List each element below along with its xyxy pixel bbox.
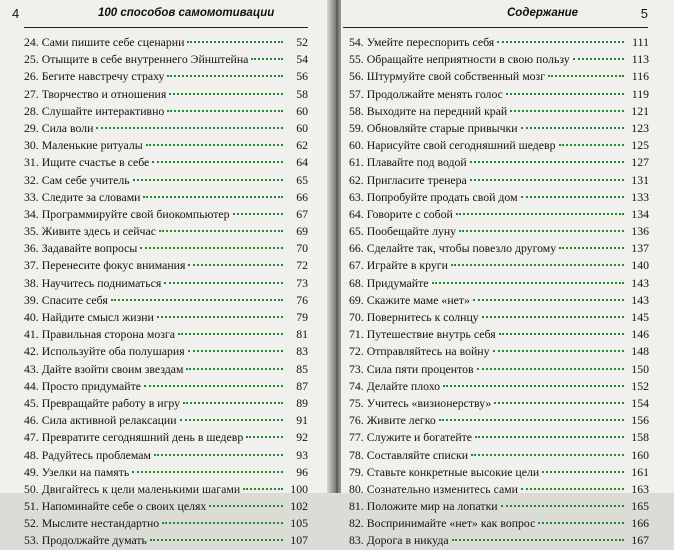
dot-leader [169, 92, 283, 95]
toc-entry-title: 81. Положите мир на лопатки [349, 499, 498, 514]
toc-entry [24, 361, 308, 378]
toc-entry-title: 66. Сделайте так, чтобы повезло другому [349, 241, 557, 256]
toc-entry [349, 429, 649, 446]
toc-entry [24, 464, 308, 481]
toc-entry [24, 498, 308, 515]
dot-leader [167, 109, 283, 112]
toc-entry [24, 326, 308, 343]
toc-entry-title: 53. Продолжайте думать [24, 533, 147, 548]
dot-leader [164, 281, 283, 284]
dot-leader [501, 504, 624, 507]
toc-entry [24, 120, 308, 137]
toc-entry [24, 395, 308, 412]
toc-entry-page: 143 [631, 292, 649, 307]
toc-entry [349, 137, 649, 154]
toc-entry-page: 69 [296, 224, 308, 239]
dot-leader [96, 126, 283, 129]
toc-entry-page: 163 [631, 481, 649, 496]
toc-entry-page: 121 [631, 103, 649, 118]
header-rule [343, 27, 648, 28]
toc-entry [349, 68, 649, 85]
toc-entry-page: 146 [631, 327, 649, 342]
dot-leader [456, 212, 624, 215]
toc-entry [24, 86, 308, 103]
toc-entry [24, 137, 308, 154]
toc-entry-page: 167 [631, 533, 649, 548]
toc-entry [349, 532, 649, 549]
toc-entry-title: 45. Превращайте работу в игру [24, 395, 181, 410]
toc-entry-page: 156 [631, 413, 649, 428]
toc-entry-page: 87 [296, 378, 308, 393]
toc-entry-page: 70 [296, 241, 308, 256]
dot-leader [521, 195, 624, 198]
toc-entry [24, 206, 308, 223]
toc-entry-title: 59. Обновляйте старые привычки [349, 120, 518, 135]
toc-entry [349, 481, 649, 498]
dot-leader [443, 384, 624, 387]
toc-entry-title: 36. Задавайте вопросы [24, 241, 138, 256]
toc-entry [349, 120, 649, 137]
dot-leader [111, 298, 283, 301]
toc-entry [24, 429, 308, 446]
toc-entry-page: 102 [290, 499, 308, 514]
dot-leader [157, 315, 283, 318]
toc-entry-title: 32. Сам себе учитель [24, 172, 130, 187]
toc-entry-title: 50. Двигайтесь к цели маленькими шагами [24, 481, 241, 496]
toc-entry-page: 72 [296, 258, 308, 273]
dot-leader [475, 435, 624, 438]
toc-entry-page: 113 [631, 52, 649, 67]
toc-entry-page: 56 [296, 69, 308, 84]
toc-entry-page: 105 [290, 516, 308, 531]
dot-leader [477, 367, 624, 370]
dot-leader [506, 92, 624, 95]
dot-leader [233, 212, 283, 215]
dot-leader [146, 143, 283, 146]
toc-entry [349, 275, 649, 292]
toc-entry [349, 34, 649, 51]
dot-leader [162, 521, 283, 524]
toc-entry-page: 67 [296, 206, 308, 221]
dot-leader [559, 143, 625, 146]
toc-entry-page: 125 [631, 138, 649, 153]
dot-leader [140, 246, 283, 249]
toc-entry [349, 154, 649, 171]
toc-entry [24, 103, 308, 120]
toc-entry-title: 24. Сами пишите себе сценарии [24, 35, 185, 49]
dot-leader [186, 367, 283, 370]
dot-leader [188, 263, 283, 266]
dot-leader [521, 487, 624, 490]
dot-leader [470, 178, 624, 181]
toc-entry-title: 65. Пообещайте луну [349, 224, 457, 239]
toc-entry [24, 257, 308, 274]
toc-entry-page: 160 [631, 447, 649, 462]
toc-entry-title: 43. Дайте взойти своим звездам [24, 361, 184, 376]
toc-entry-title: 63. Попробуйте продать свой дом [349, 189, 518, 204]
toc-entry-title: 37. Перенесите фокус внимания [24, 258, 186, 273]
toc-entry-title: 38. Научитесь подниматься [24, 275, 162, 290]
dot-leader [493, 349, 624, 352]
dot-leader [152, 160, 283, 163]
running-title: Содержание [507, 7, 579, 19]
toc-entry-page: 165 [631, 499, 649, 514]
dot-leader [542, 470, 624, 473]
toc-entry-page: 161 [631, 464, 649, 479]
dot-leader [209, 504, 283, 507]
toc-entry-title: 30. Маленькие ритуалы [24, 138, 143, 153]
toc-entry [24, 343, 308, 360]
toc-entry-title: 73. Сила пяти процентов [349, 361, 474, 376]
toc-entry-title: 61. Плавайте под водой [349, 155, 467, 170]
toc-entry-page: 60 [296, 120, 308, 135]
dot-leader [246, 435, 283, 438]
toc-entry-page: 83 [296, 344, 308, 359]
toc-entry [349, 447, 649, 464]
toc-entry-title: 54. Умейте переспорить себя [349, 35, 495, 49]
toc-entry-page: 66 [296, 189, 308, 204]
toc-entry-title: 28. Слушайте интерактивно [24, 103, 165, 118]
toc-entry-page: 119 [631, 86, 649, 101]
toc-entry-title: 42. Используйте оба полушария [24, 344, 185, 359]
toc-entry-title: 25. Отыщите в себе внутреннего Эйнштейна [24, 52, 249, 67]
toc-entry-title: 58. Выходите на передний край [349, 103, 508, 118]
toc-entry-page: 127 [631, 155, 649, 170]
dot-leader [482, 315, 624, 318]
dot-leader [144, 384, 283, 387]
dot-leader [439, 418, 624, 421]
toc-entry-title: 78. Составляйте списки [349, 447, 469, 462]
toc-entry-title: 40. Найдите смысл жизни [24, 310, 154, 324]
toc-entry [349, 309, 649, 326]
toc-entry-title: 77. Служите и богатейте [349, 430, 473, 445]
toc-entry [24, 189, 308, 206]
dot-leader [452, 538, 624, 541]
toc-entry-page: 65 [296, 172, 308, 187]
toc-entry [24, 309, 308, 326]
dot-leader [251, 57, 283, 60]
toc-entry-page: 111 [632, 35, 649, 49]
toc-entry-title: 47. Превратите сегодняшний день в шедевр [24, 430, 244, 445]
toc-entry-title: 82. Воспринимайте «нет» как вопрос [349, 516, 536, 531]
dot-leader [459, 229, 624, 232]
toc-entry-page: 91 [296, 413, 308, 428]
table-of-contents-right [349, 34, 649, 550]
toc-entry-page: 89 [296, 395, 308, 410]
toc-entry-title: 31. Ищите счастье в себе [24, 155, 150, 170]
toc-entry-title: 67. Играйте в круги [349, 258, 448, 273]
toc-entry [24, 154, 308, 171]
toc-entry-page: 81 [296, 327, 308, 342]
toc-entry-page: 133 [631, 189, 649, 204]
toc-entry-title: 39. Спасите себя [24, 292, 108, 307]
toc-entry-title: 70. Повернитесь к солнцу [349, 310, 479, 324]
toc-entry-page: 79 [296, 310, 308, 324]
toc-entry [24, 275, 308, 292]
left-page-header [0, 6, 333, 24]
toc-entry-title: 33. Следите за словами [24, 189, 141, 204]
toc-entry [24, 240, 308, 257]
toc-entry-title: 69. Скажите маме «нет» [349, 292, 470, 307]
toc-entry-page: 107 [290, 533, 308, 548]
dot-leader [180, 418, 283, 421]
toc-entry-title: 49. Узелки на память [24, 464, 130, 479]
toc-entry-page: 73 [296, 275, 308, 290]
dot-leader [451, 263, 624, 266]
toc-entry-page: 123 [631, 120, 649, 135]
running-title: 100 способов самомотивации [98, 7, 275, 19]
toc-entry-page: 137 [631, 241, 649, 256]
header-rule [24, 27, 308, 28]
toc-entry [24, 172, 308, 189]
toc-entry-page: 134 [631, 206, 649, 221]
dot-leader [559, 246, 624, 249]
toc-entry [24, 515, 308, 532]
toc-entry-title: 79. Ставьте конкретные высокие цели [349, 464, 540, 479]
dot-leader [470, 160, 624, 163]
toc-entry [24, 68, 308, 85]
toc-entry-title: 74. Делайте плохо [349, 378, 441, 393]
toc-entry [349, 326, 649, 343]
toc-entry [24, 223, 308, 240]
toc-entry-title: 34. Программируйте свой биокомпьютер [24, 206, 230, 221]
toc-entry [24, 481, 308, 498]
toc-entry-page: 152 [631, 378, 649, 393]
toc-entry-page: 76 [296, 292, 308, 307]
toc-entry-title: 72. Отправляйтесь на войну [349, 344, 490, 359]
toc-entry-page: 150 [631, 361, 649, 376]
dot-leader [473, 298, 624, 301]
toc-entry-title: 68. Придумайте [349, 275, 429, 290]
toc-entry-page: 60 [296, 103, 308, 118]
page-number: 5 [640, 6, 648, 21]
toc-entry [349, 86, 649, 103]
toc-entry-title: 35. Живите здесь и сейчас [24, 224, 156, 239]
toc-entry [349, 240, 649, 257]
toc-entry [349, 292, 649, 309]
toc-entry [24, 532, 308, 549]
toc-entry-page: 148 [631, 344, 649, 359]
right-page [341, 0, 674, 548]
toc-entry [349, 103, 649, 120]
toc-entry [24, 292, 308, 309]
toc-entry-page: 54 [296, 52, 308, 67]
toc-entry [349, 51, 649, 68]
toc-entry-page: 116 [631, 69, 649, 84]
toc-entry-title: 55. Обращайте неприятности в свою пользу [349, 52, 570, 67]
toc-entry-title: 46. Сила активной релаксации [24, 413, 177, 428]
toc-entry-page: 92 [296, 430, 308, 445]
toc-entry-page: 136 [631, 224, 649, 239]
toc-entry [24, 34, 308, 51]
toc-entry-page: 93 [296, 447, 308, 462]
dot-leader [548, 74, 624, 77]
dot-leader [154, 453, 283, 456]
toc-entry [24, 412, 308, 429]
toc-entry-title: 51. Напоминайте себе о своих целях [24, 499, 207, 514]
toc-entry-title: 64. Говорите с собой [349, 206, 453, 221]
toc-entry-page: 158 [631, 430, 649, 445]
toc-entry-title: 83. Дорога в никуда [349, 533, 449, 548]
left-page [0, 0, 333, 548]
toc-entry-title: 56. Штурмуйте свой собственный мозг [349, 69, 546, 84]
toc-entry-page: 131 [631, 172, 649, 187]
dot-leader [471, 453, 624, 456]
dot-leader [243, 487, 283, 490]
toc-entry [24, 378, 308, 395]
toc-entry-page: 96 [296, 464, 308, 479]
toc-entry-title: 44. Просто придумайте [24, 378, 141, 393]
dot-leader [494, 401, 624, 404]
toc-entry [24, 51, 308, 68]
toc-entry-title: 76. Живите легко [349, 413, 436, 428]
toc-entry-page: 154 [631, 395, 649, 410]
dot-leader [132, 470, 283, 473]
toc-entry-page: 62 [296, 138, 308, 153]
toc-entry [349, 343, 649, 360]
page-number: 4 [12, 6, 20, 21]
toc-entry [349, 464, 649, 481]
toc-entry [349, 223, 649, 240]
toc-entry [24, 447, 308, 464]
toc-entry-page: 52 [296, 35, 308, 49]
toc-entry [349, 412, 649, 429]
right-page-header [341, 6, 674, 24]
toc-entry [349, 189, 649, 206]
dot-leader [573, 57, 624, 60]
toc-entry-page: 140 [631, 258, 649, 273]
toc-entry-title: 29. Сила воли [24, 120, 94, 135]
toc-entry-page: 85 [296, 361, 308, 376]
toc-entry-page: 145 [631, 310, 649, 324]
toc-entry-title: 75. Учитесь «визионерству» [349, 395, 492, 410]
toc-entry [349, 172, 649, 189]
dot-leader [499, 332, 624, 335]
toc-entry-title: 27. Творчество и отношения [24, 86, 167, 101]
toc-entry-title: 57. Продолжайте менять голос [349, 86, 503, 101]
dot-leader [143, 195, 283, 198]
toc-entry-page: 143 [631, 275, 649, 290]
dot-leader [187, 40, 283, 43]
toc-entry [349, 361, 649, 378]
dot-leader [183, 401, 283, 404]
toc-entry-title: 71. Путешествие внутрь себя [349, 327, 496, 342]
toc-entry [349, 206, 649, 223]
dot-leader [510, 109, 624, 112]
toc-entry-title: 48. Радуйтесь проблемам [24, 447, 151, 462]
dot-leader [521, 126, 624, 129]
dot-leader [133, 178, 283, 181]
dot-leader [497, 40, 624, 43]
toc-entry [349, 515, 649, 532]
toc-entry-title: 52. Мыслите нестандартно [24, 516, 160, 531]
dot-leader [432, 281, 625, 284]
toc-entry-title: 26. Бегите навстречу страху [24, 69, 165, 84]
toc-entry-page: 58 [296, 86, 308, 101]
toc-entry-title: 80. Сознательно изменитесь сами [349, 481, 518, 496]
toc-entry-page: 166 [631, 516, 649, 531]
table-of-contents-left [24, 34, 308, 550]
dot-leader [150, 538, 283, 541]
toc-entry [349, 378, 649, 395]
dot-leader [167, 74, 283, 77]
dot-leader [159, 229, 283, 232]
toc-entry [349, 498, 649, 515]
dot-leader [538, 521, 624, 524]
dot-leader [178, 332, 283, 335]
toc-entry [349, 257, 649, 274]
toc-entry-title: 60. Нарисуйте свой сегодняшний шедевр [349, 138, 556, 153]
toc-entry-page: 100 [290, 481, 308, 496]
toc-entry [349, 395, 649, 412]
toc-entry-title: 41. Правильная сторона мозга [24, 327, 175, 342]
dot-leader [188, 349, 283, 352]
toc-entry-title: 62. Пригласите тренера [349, 172, 467, 187]
toc-entry-page: 64 [296, 155, 308, 170]
